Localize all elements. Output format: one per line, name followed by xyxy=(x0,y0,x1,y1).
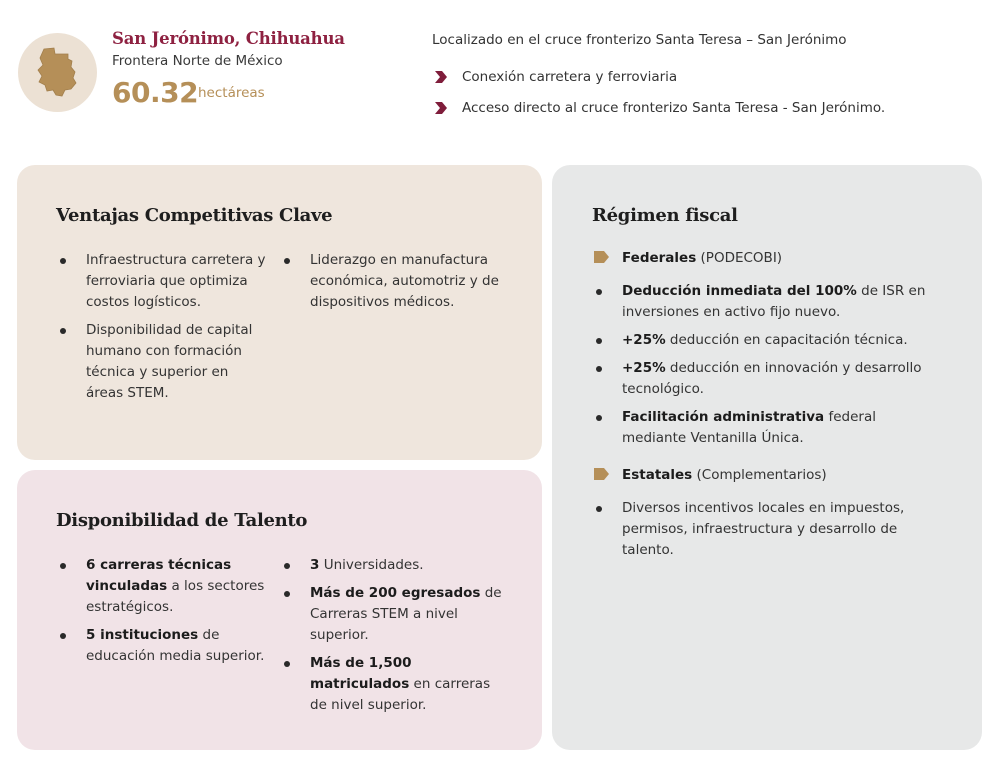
location-item-text: Conexión carretera y ferroviaria xyxy=(462,69,678,85)
list-item: Más de 1,500 matriculados en carreras de nivel superior. xyxy=(281,653,511,716)
list-item: 5 instituciones de educación media superior. xyxy=(57,625,267,667)
fiscal-title: Régimen fiscal xyxy=(592,205,738,226)
list-item: Liderazgo en manufactura económica, automotriz y de dispositivos médicos. xyxy=(281,250,511,313)
federal-label: Federales xyxy=(622,250,697,266)
area-value: 60.32 xyxy=(112,76,199,109)
list-item: Diversos incentivos locales en impuestos, permisos, infraestructura y desarrollo de talento. xyxy=(593,498,913,561)
page-title: San Jerónimo, Chihuahua xyxy=(112,29,345,48)
talento-list-left xyxy=(57,555,267,667)
ventajas-title: Ventajas Competitivas Clave xyxy=(56,205,333,226)
area-unit: hectáreas xyxy=(198,85,265,101)
location-item-text: Acceso directo al cruce fronterizo Santa Teresa - San Jerónimo. xyxy=(462,100,886,116)
list-item: Deducción inmediata del 100% de ISR en inversiones en activo fijo nuevo. xyxy=(593,281,933,323)
list-item: Más de 200 egresados de Carreras STEM a nivel superior. xyxy=(281,583,511,646)
chihuahua-state-map-icon xyxy=(35,45,79,99)
region-subtitle: Frontera Norte de México xyxy=(112,53,283,69)
federal-note: (PODECOBI) xyxy=(696,250,783,266)
list-item: +25% deducción en capacitación técnica. xyxy=(593,330,933,351)
state-emblem xyxy=(18,33,97,112)
ventajas-card xyxy=(17,165,542,460)
state-note: (Complementarios) xyxy=(692,467,827,483)
talento-title: Disponibilidad de Talento xyxy=(56,510,308,531)
state-label: Estatales xyxy=(622,467,693,483)
location-description: Localizado en el cruce fronterizo Santa Teresa – San Jerónimo xyxy=(432,32,847,48)
chevron-right-icon xyxy=(434,101,448,115)
tag-icon xyxy=(594,251,610,263)
list-item: Facilitación administrativa federal mediante Ventanilla Única. xyxy=(593,407,933,449)
chevron-right-icon xyxy=(434,70,448,84)
list-item: 3 Universidades. xyxy=(281,555,511,576)
federal-list xyxy=(593,281,933,449)
talento-card xyxy=(17,470,542,750)
fiscal-card xyxy=(552,165,982,750)
talento-list-right xyxy=(281,555,511,716)
state-list xyxy=(593,498,913,561)
ventajas-list-left xyxy=(57,250,267,404)
list-item: +25% deducción en innovación y desarrollo tecnológico. xyxy=(593,358,933,400)
list-item: Disponibilidad de capital humano con formación técnica y superior en áreas STEM. xyxy=(57,320,267,404)
list-item: 6 carreras técnicas vinculadas a los sectores estratégicos. xyxy=(57,555,267,618)
ventajas-list-right xyxy=(281,250,511,313)
tag-icon xyxy=(594,468,610,480)
list-item: Infraestructura carretera y ferroviaria que optimiza costos logísticos. xyxy=(57,250,267,313)
